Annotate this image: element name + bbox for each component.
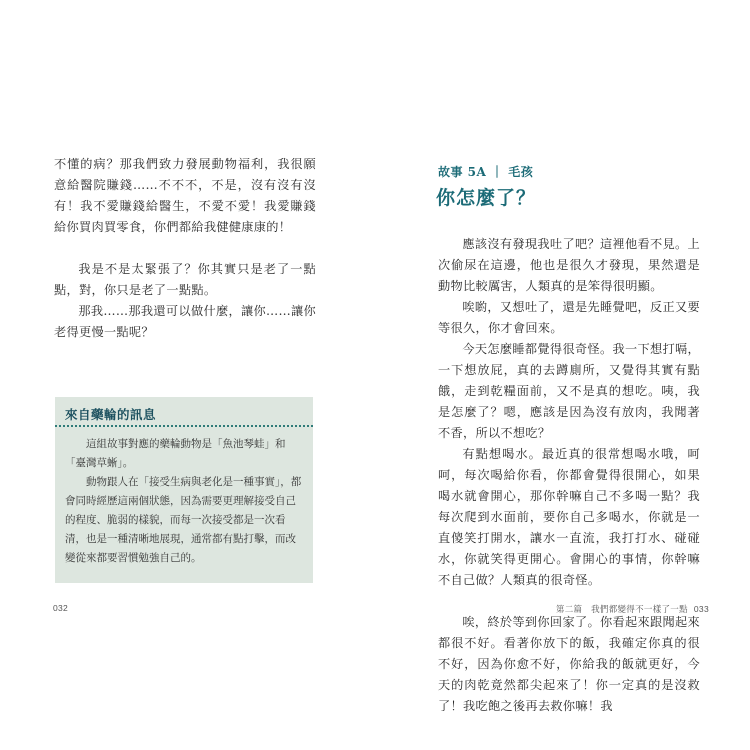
body-paragraph: 唉喲，又想吐了，還是先睡覺吧，反正又要等很久，你才會回來。	[438, 300, 700, 335]
story-label: 故事 5A ｜ 毛孩	[438, 165, 534, 179]
note-body	[65, 435, 303, 568]
medicine-wheel-note-box	[55, 397, 313, 583]
left-body-text	[54, 154, 316, 343]
chapter-title: 第二篇 我們都變得不一樣了一點	[555, 604, 688, 614]
note-title: 來自藥輪的訊息	[65, 407, 157, 422]
body-paragraph: 不懂的病？那我們致力發展動物福利，我很願意給醫院賺錢……不不不，不是，沒有沒有沒有！我不愛賺錢給醫生，不愛不愛！我愛賺錢給你買肉買零食，你們都給我健健康康的！	[54, 157, 316, 234]
note-paragraph: 這組故事對應的藥輪動物是「魚池琴蛙」和「臺灣草蜥」。	[65, 438, 286, 469]
paragraph-gap	[54, 238, 316, 259]
note-paragraph: 動物跟人在「接受生病與老化是一種事實」，都會同時經歷這兩個狀態，因為需要更理解接受自己的程度、脆弱的樣貌，而每一次接受都是一次看清，也是一種清晰地展現，通常都有點打擊，而改變從來都要習慣勉強自己的。	[65, 476, 302, 564]
body-paragraph: 唉，終於等到你回家了。你看起來跟聞起來都很不好。看著你放下的飯，我確定你真的很不好，因為你愈不好，你給我的飯就更好，今天的肉乾竟然都尖起來了！你一定真的是沒救了！我吃飽之後再去救你嘛！我	[438, 615, 700, 713]
body-paragraph: 應該沒有發現我吐了吧？這裡他看不見。上次偷尿在這邊，他也是很久才發現，果然還是動物比較厲害，人類真的是笨得很明顯。	[438, 237, 700, 293]
page-number-left: 032	[53, 603, 69, 613]
story-title: 你怎麼了？	[436, 187, 537, 209]
running-footer-right	[556, 603, 709, 615]
page-number-right: 033	[693, 604, 709, 614]
right-body-text	[438, 234, 700, 717]
body-paragraph: 今天怎麼睡都覺得很奇怪。我一下想打嗝，一下想放屁，真的去蹲廁所，又覺得其實有點餓，走到乾糧面前，又不是真的想吃。咦，我是怎麼了？嗯，應該是因為沒有放肉，我聞著不香，所以不想吃？	[438, 342, 700, 440]
body-paragraph: 那我……那我還可以做什麼，讓你……讓你老得更慢一點呢？	[54, 304, 316, 339]
dotted-divider	[55, 425, 313, 427]
right-page	[375, 0, 750, 750]
body-paragraph: 有點想喝水。最近真的很常想喝水哦，呵呵，每次喝給你看，你都會覺得很開心，如果喝水就會開心，那你幹嘛自己不多喝一點？我每次爬到水面前，要你自己多喝水，你就是一直傻笑打開水，讓水一直流，我打打水、碰碰水，你就笑得更開心。會開心的事情，你幹嘛不自己做？人類真的很奇怪。	[438, 447, 700, 587]
body-paragraph: 我是不是太緊張了？你其實只是老了一點點，對，你只是老了一點點。	[54, 262, 316, 297]
